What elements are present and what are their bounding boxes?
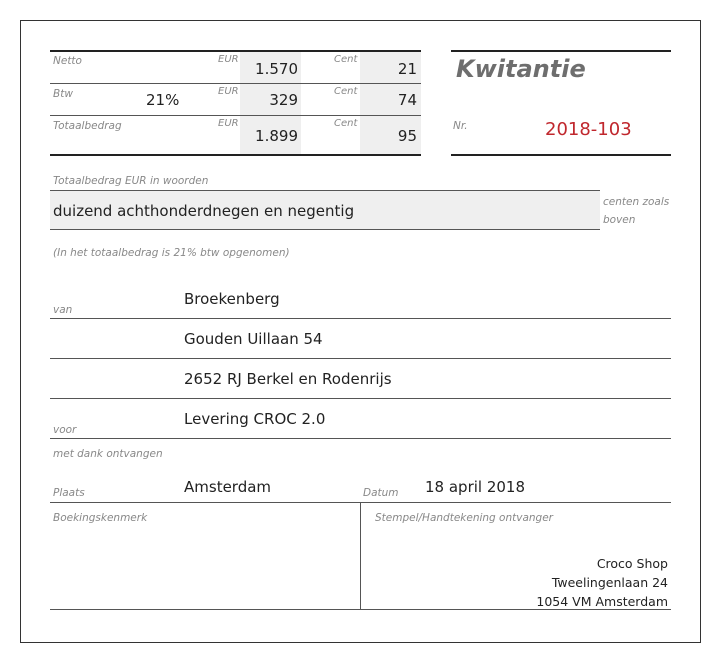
from-name: Broekenberg: [184, 290, 280, 308]
receiver-city: 1054 VM Amsterdam: [536, 594, 668, 609]
stamp-label: Stempel/Handtekening ontvanger: [375, 512, 553, 524]
netto-cent-label: Cent: [334, 54, 358, 65]
btw-rate: 21%: [146, 91, 180, 109]
from-rule-1: [50, 318, 671, 319]
title-bottom-rule: [451, 154, 671, 156]
btw-label: Btw: [53, 88, 73, 100]
receipt-title: Kwitantie: [456, 55, 586, 83]
words-label: Totaalbedrag EUR in woorden: [53, 175, 209, 187]
btw-note: (In het totaalbedrag is 21% btw opgenomen): [53, 247, 290, 259]
total-cent-label: Cent: [334, 118, 358, 129]
from-street: Gouden Uillaan 54: [184, 330, 323, 348]
total-cent-value: 95: [397, 127, 417, 145]
total-eur-value: 1.899: [255, 127, 298, 145]
btw-eur-value: 329: [269, 91, 298, 109]
netto-label: Netto: [53, 55, 82, 67]
for-value: Levering CROC 2.0: [184, 410, 326, 428]
receiver-name: Croco Shop: [596, 556, 668, 571]
total-label: Totaalbedrag: [53, 120, 122, 132]
btw-eur-label: EUR: [218, 86, 239, 97]
cents-note: centen zoals boven: [603, 196, 670, 226]
netto-eur-label: EUR: [218, 54, 239, 65]
receipt-number: 2018-103: [545, 119, 632, 140]
footer-divider: [360, 502, 361, 609]
date-value: 18 april 2018: [425, 478, 526, 496]
amounts-rule-1: [50, 83, 421, 84]
from-rule-2: [50, 358, 671, 359]
thanks-label: met dank ontvangen: [53, 448, 163, 460]
netto-eur-value: 1.570: [255, 60, 298, 78]
netto-cent-value: 21: [397, 60, 417, 78]
words-value: duizend achthonderdnegen en negentig: [53, 202, 355, 220]
place-value: Amsterdam: [184, 478, 272, 496]
footer-bottom-rule: [50, 609, 671, 610]
for-label: voor: [53, 424, 77, 436]
from-label: van: [53, 304, 73, 316]
booking-label: Boekingskenmerk: [53, 512, 148, 524]
total-eur-label: EUR: [218, 118, 239, 129]
receiver-street: Tweelingenlaan 24: [551, 575, 668, 590]
from-rule-3: [50, 398, 671, 399]
title-top-rule: [451, 50, 671, 52]
date-label: Datum: [363, 487, 399, 499]
for-rule: [50, 438, 671, 439]
from-city: 2652 RJ Berkel en Rodenrijs: [184, 370, 392, 388]
place-label: Plaats: [53, 487, 85, 499]
words-bottom-rule: [50, 229, 600, 230]
number-label: Nr.: [453, 120, 468, 132]
amounts-top-rule: [50, 50, 421, 52]
btw-cent-label: Cent: [334, 86, 358, 97]
btw-cent-value: 74: [397, 91, 417, 109]
amounts-bottom-rule: [50, 154, 421, 156]
amounts-rule-2: [50, 115, 421, 116]
words-top-rule: [50, 190, 600, 191]
